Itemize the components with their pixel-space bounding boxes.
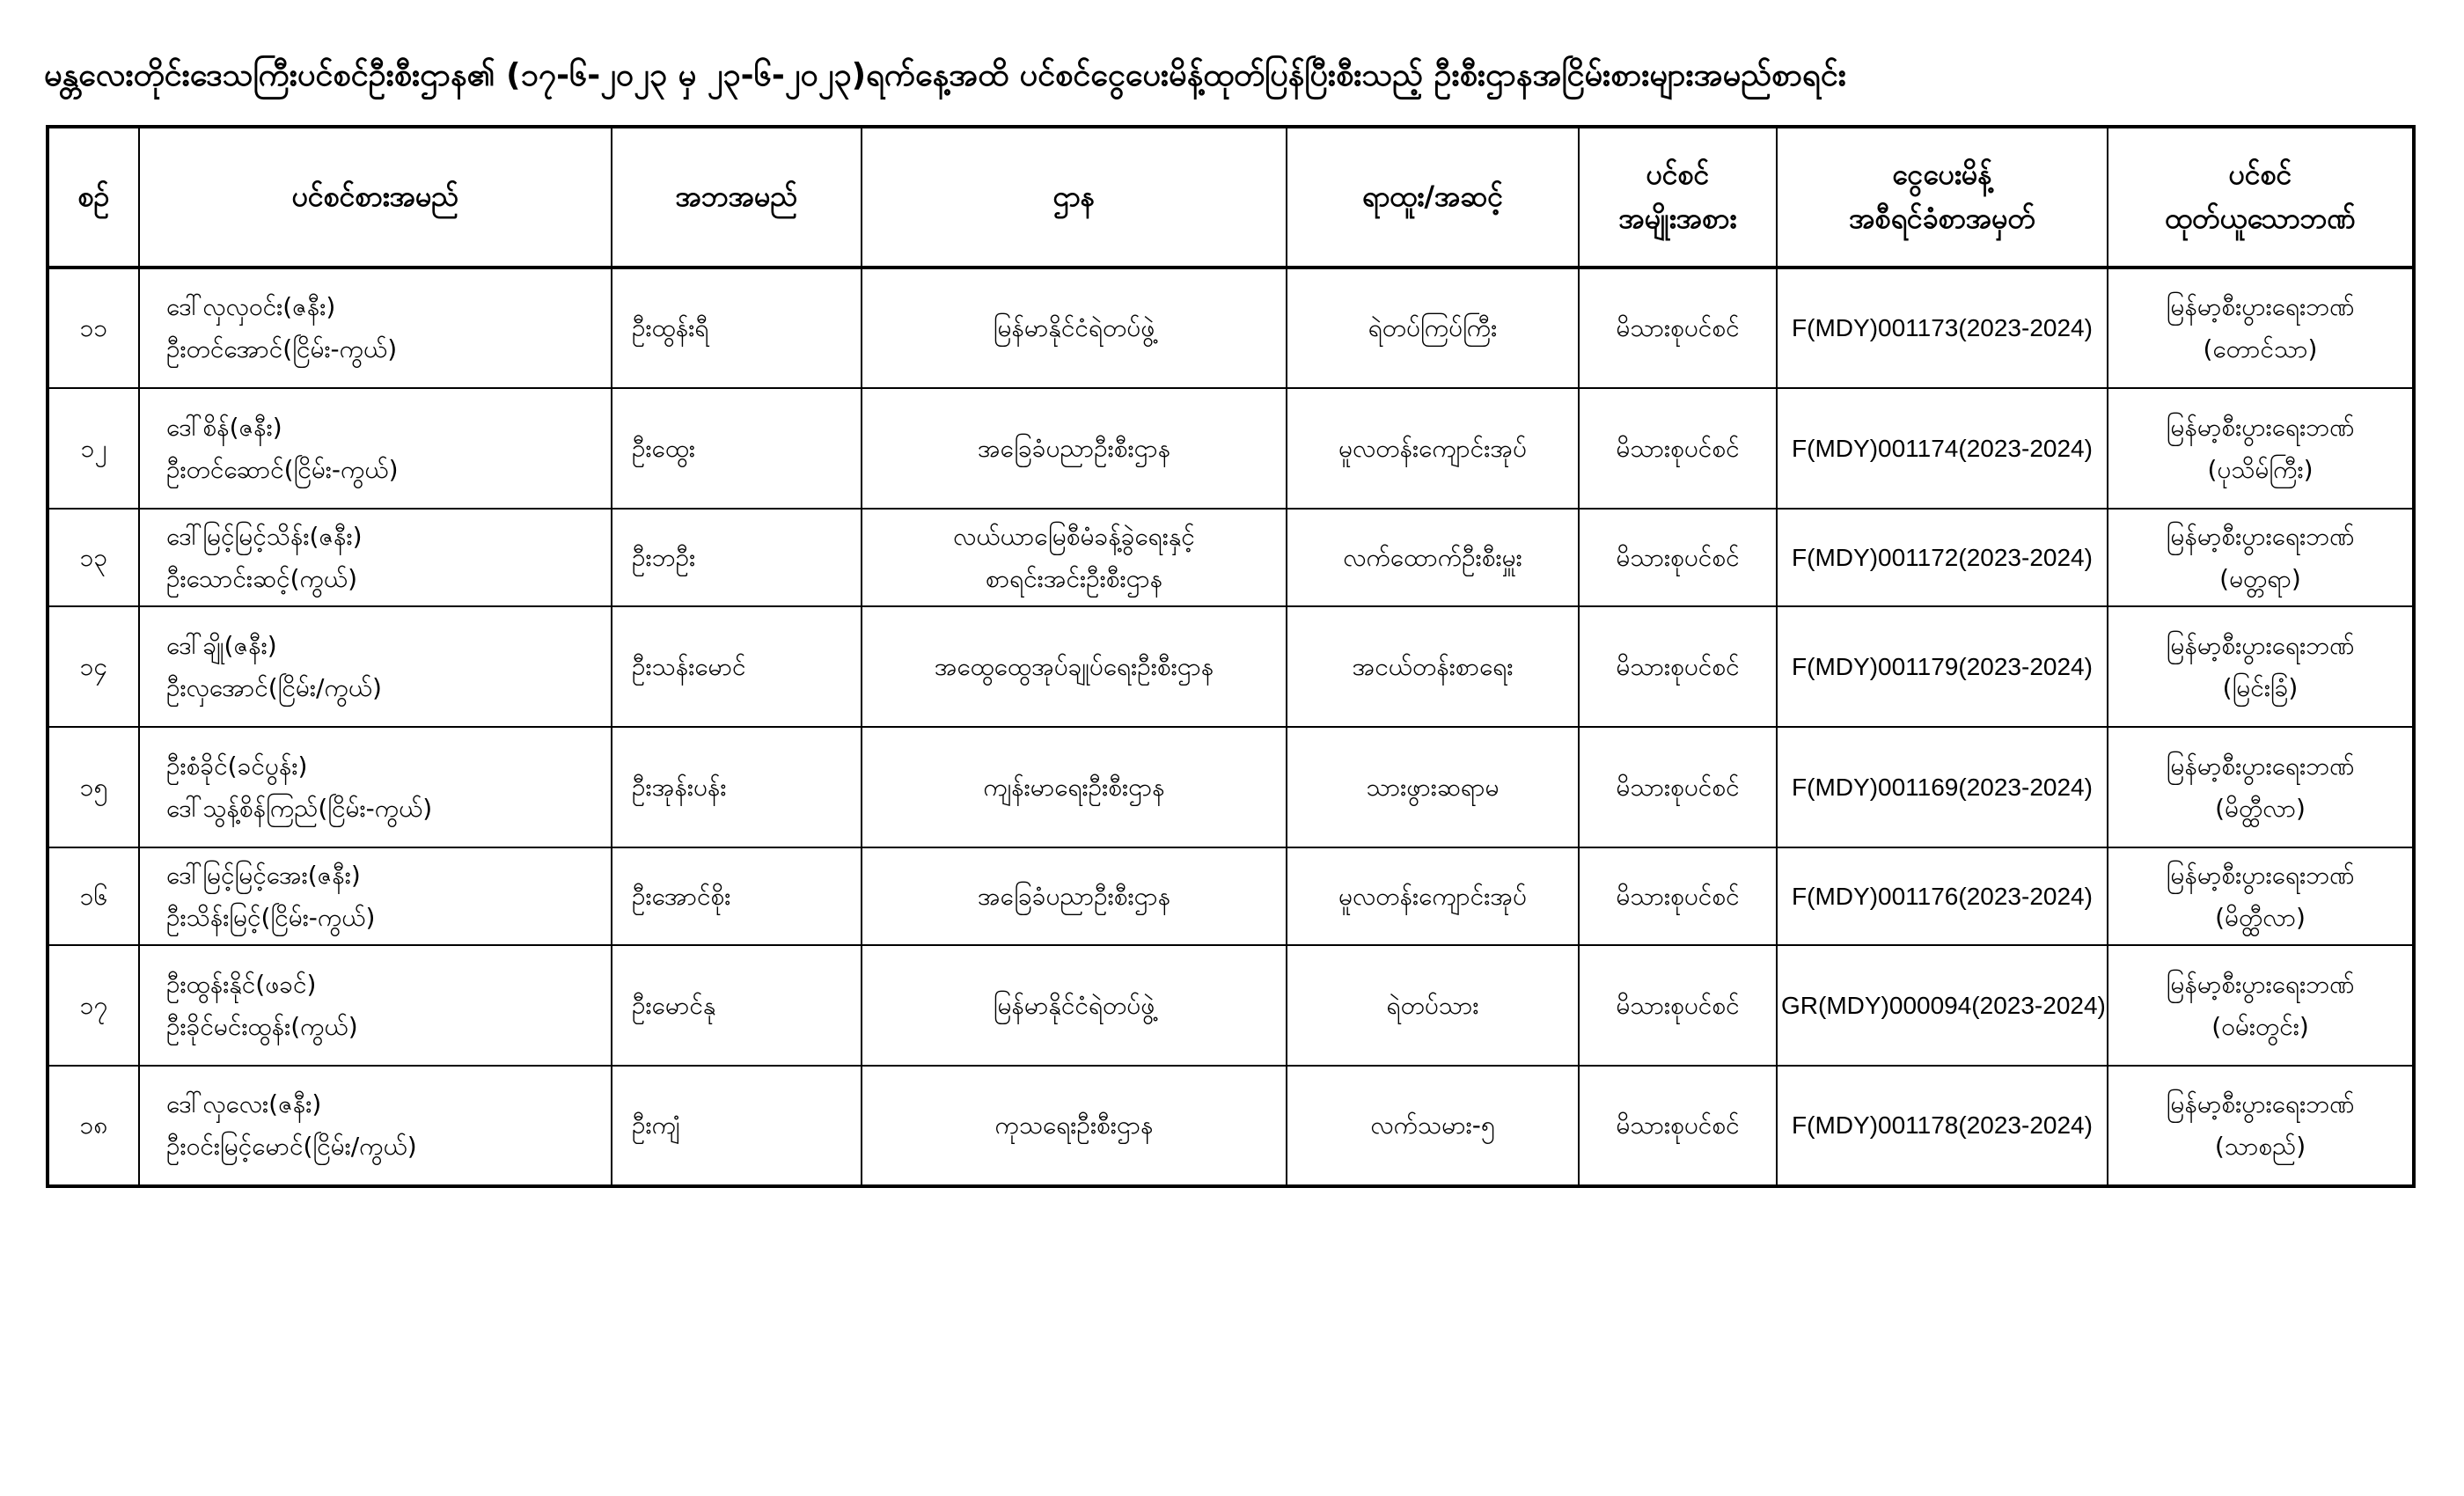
cell-department [862, 945, 1287, 1066]
header-pension-type [1579, 127, 1777, 268]
pensioner-name-line1: ဦးထွန်းနိုင်(ဖခင်) [166, 969, 317, 999]
cell-father-name: ဦးမောင်နု [612, 945, 862, 1066]
cell-father-name: ဦးထွေး [612, 388, 862, 509]
cell-pensioner-name [139, 509, 612, 606]
pensioner-name-line1: ဒေါ်မြင့်မြင့်သိန်း(ဇနီး) [166, 521, 363, 551]
table-row [48, 1066, 2414, 1186]
department-line1: ကျန်းမာရေးဦးစီးဌာန [983, 772, 1165, 802]
cell-pensioner-name [139, 268, 612, 388]
cell-position: မူလတန်းကျောင်းအုပ် [1287, 388, 1579, 509]
cell-order-number: GR(MDY)000094(2023-2024) [1777, 945, 2108, 1066]
cell-father-name: ဦးကျံ [612, 1066, 862, 1186]
pensioner-name-line2: ဦးခိုင်မင်းထွန်း(ကွယ်) [166, 1011, 358, 1041]
cell-no: ၁၆ [48, 847, 139, 945]
department-line1: အခြေခံပညာဦးစီးဌာန [977, 881, 1171, 911]
bank-line1: မြန်မာ့စီးပွားရေးဘဏ် [2166, 412, 2355, 442]
cell-father-name: ဦးထွန်းရီ [612, 268, 862, 388]
bank-line2: (တောင်သာ) [2203, 334, 2318, 363]
cell-father-name: ဦးအုန်းပန်း [612, 727, 862, 847]
bank-line1: မြန်မာ့စီးပွားရေးဘဏ် [2166, 1089, 2355, 1119]
header-bank-line1: ပင်စင် [2228, 158, 2292, 192]
cell-order-number: F(MDY)001169(2023-2024) [1777, 727, 2108, 847]
cell-no: ၁၁ [48, 268, 139, 388]
department-line1: လယ်ယာမြေစီမံခန့်ခွဲရေးနှင့် [953, 521, 1195, 551]
header-father-name: အဘအမည် [612, 127, 862, 268]
cell-pensioner-name [139, 606, 612, 727]
cell-order-number: F(MDY)001178(2023-2024) [1777, 1066, 2108, 1186]
cell-father-name: ဦးသန်းမောင် [612, 606, 862, 727]
cell-no: ၁၃ [48, 509, 139, 606]
cell-father-name: ဦးဘဦး [612, 509, 862, 606]
pensioner-name-line1: ဒေါ်လှလှဝင်း(ဇနီး) [166, 292, 336, 322]
department-line2: စာရင်းအင်းဦးစီးဌာန [985, 563, 1163, 593]
department-line1: အခြေခံပညာဦးစီးဌာန [977, 433, 1171, 463]
cell-position: ရဲတပ်သား [1287, 945, 1579, 1066]
pensioner-name-line2: ဦးလှအောင်(ငြိမ်း/ကွယ်) [166, 672, 382, 702]
cell-pension-type: မိသားစုပင်စင် [1579, 268, 1777, 388]
table-body [48, 268, 2414, 1186]
table-row [48, 509, 2414, 606]
header-order-number-line2: အစီရင်ခံစာအမှတ် [1849, 202, 2035, 235]
cell-bank [2108, 847, 2414, 945]
cell-pension-type: မိသားစုပင်စင် [1579, 388, 1777, 509]
cell-pension-type: မိသားစုပင်စင် [1579, 606, 1777, 727]
bank-line1: မြန်မာ့စီးပွားရေးဘဏ် [2166, 969, 2355, 999]
cell-order-number: F(MDY)001172(2023-2024) [1777, 509, 2108, 606]
table-row [48, 606, 2414, 727]
cell-pensioner-name [139, 847, 612, 945]
cell-father-name: ဦးအောင်စိုး [612, 847, 862, 945]
cell-order-number: F(MDY)001173(2023-2024) [1777, 268, 2108, 388]
cell-department [862, 727, 1287, 847]
cell-position: မူလတန်းကျောင်းအုပ် [1287, 847, 1579, 945]
cell-no: ၁၇ [48, 945, 139, 1066]
bank-line2: (မိတ္ထီလာ) [2215, 793, 2306, 823]
cell-department [862, 606, 1287, 727]
cell-pension-type: မိသားစုပင်စင် [1579, 727, 1777, 847]
table-row [48, 268, 2414, 388]
header-pension-type-line1: ပင်စင် [1646, 158, 1710, 192]
pensioner-name-line2: ဦးသောင်းဆင့်(ကွယ်) [166, 563, 357, 593]
table-row [48, 727, 2414, 847]
cell-order-number: F(MDY)001176(2023-2024) [1777, 847, 2108, 945]
cell-bank [2108, 388, 2414, 509]
cell-pension-type: မိသားစုပင်စင် [1579, 1066, 1777, 1186]
cell-no: ၁၄ [48, 606, 139, 727]
pensioner-name-line2: ဦးတင်အောင်(ငြိမ်း-ကွယ်) [166, 334, 398, 363]
bank-line1: မြန်မာ့စီးပွားရေးဘဏ် [2166, 860, 2355, 890]
cell-no: ၁၈ [48, 1066, 139, 1186]
cell-pension-type: မိသားစုပင်စင် [1579, 847, 1777, 945]
pensioner-name-line2: ဒေါ်သွန့်စိန်ကြည်(ငြိမ်း-ကွယ်) [166, 793, 433, 823]
cell-no: ၁၅ [48, 727, 139, 847]
cell-department [862, 268, 1287, 388]
document-title: မန္တလေးတိုင်းဒေသကြီးပင်စင်ဦးစီးဌာန၏ (၁၇-၆-၂၀၂၃ မှ ၂၃-၆-၂၀၂၃)ရက်နေ့အထိ ပင်စင်ငွေပေးမိန့်ထုတ်ပြန်ပြီးစီးသည့် ဦးစီးဌာနအငြိမ်းစားများအမည်စာရင်း [44, 57, 1846, 93]
cell-pensioner-name [139, 727, 612, 847]
cell-position: လက်ထောက်ဦးစီးမှူး [1287, 509, 1579, 606]
bank-line2: (ဝမ်းတွင်း) [2211, 1011, 2309, 1041]
bank-line2: (သာစည်) [2214, 1132, 2306, 1161]
header-order-number [1777, 127, 2108, 268]
cell-position: အငယ်တန်းစာရေး [1287, 606, 1579, 727]
department-line1: မြန်မာနိုင်ငံရဲတပ်ဖွဲ့ [993, 313, 1155, 343]
pensioner-name-line1: ဒေါ်ချို(ဇနီး) [166, 630, 277, 660]
cell-bank [2108, 509, 2414, 606]
department-line1: မြန်မာနိုင်ငံရဲတပ်ဖွဲ့ [993, 990, 1155, 1020]
header-department: ဌာန [862, 127, 1287, 268]
pensioner-name-line2: ဦးသိန်းမြင့်(ငြိမ်း-ကွယ်) [166, 902, 376, 932]
bank-line1: မြန်မာ့စီးပွားရေးဘဏ် [2166, 751, 2355, 781]
header-position: ရာထူး/အဆင့် [1287, 127, 1579, 268]
bank-line1: မြန်မာ့စီးပွားရေးဘဏ် [2166, 521, 2355, 551]
header-order-number-line1: ငွေပေးမိန့် [1892, 158, 1992, 192]
cell-bank [2108, 268, 2414, 388]
header-pensioner-name: ပင်စင်စားအမည် [139, 127, 612, 268]
cell-pensioner-name [139, 388, 612, 509]
cell-order-number: F(MDY)001179(2023-2024) [1777, 606, 2108, 727]
department-line1: အထွေထွေအုပ်ချုပ်ရေးဦးစီးဌာန [934, 651, 1214, 681]
header-bank-line2: ထုတ်ယူသောဘဏ် [2165, 202, 2356, 235]
pensioner-name-line2: ဦးဝင်းမြင့်မောင်(ငြိမ်း/ကွယ်) [166, 1132, 417, 1161]
bank-line2: (မြင်းခြံ) [2222, 672, 2299, 702]
cell-pensioner-name [139, 1066, 612, 1186]
table-header-row [48, 127, 2414, 268]
cell-pension-type: မိသားစုပင်စင် [1579, 945, 1777, 1066]
bank-line1: မြန်မာ့စီးပွားရေးဘဏ် [2166, 292, 2355, 322]
cell-position: ရဲတပ်ကြပ်ကြီး [1287, 268, 1579, 388]
cell-no: ၁၂ [48, 388, 139, 509]
table-row [48, 388, 2414, 509]
cell-order-number: F(MDY)001174(2023-2024) [1777, 388, 2108, 509]
table-row [48, 945, 2414, 1066]
bank-line2: (ပုသိမ်ကြီး) [2207, 454, 2314, 484]
cell-department [862, 847, 1287, 945]
cell-department [862, 388, 1287, 509]
cell-bank [2108, 1066, 2414, 1186]
pensioner-name-line2: ဦးတင်ဆောင်(ငြိမ်း-ကွယ်) [166, 454, 399, 484]
pensioners-table [46, 125, 2416, 1188]
bank-line1: မြန်မာ့စီးပွားရေးဘဏ် [2166, 630, 2355, 660]
cell-position: လက်သမား-၅ [1287, 1066, 1579, 1186]
pensioner-name-line1: ဒေါ်မြင့်မြင့်အေး(ဇနီး) [166, 860, 361, 890]
cell-department [862, 1066, 1287, 1186]
cell-bank [2108, 606, 2414, 727]
header-bank [2108, 127, 2414, 268]
bank-line2: (မတ္တရာ) [2219, 563, 2301, 593]
cell-position: သားဖွားဆရာမ [1287, 727, 1579, 847]
header-pension-type-line2: အမျိုးအစား [1618, 202, 1737, 235]
department-line1: ကုသရေးဦးစီးဌာန [994, 1111, 1154, 1140]
cell-pensioner-name [139, 945, 612, 1066]
pensioner-name-line1: ဒေါ်လှလေး(ဇနီး) [166, 1089, 322, 1119]
cell-pension-type: မိသားစုပင်စင် [1579, 509, 1777, 606]
pensioner-name-line1: ဦးစံခိုင်(ခင်ပွန်း) [166, 751, 308, 781]
pensioner-name-line1: ဒေါ်စိန်(ဇနီး) [166, 412, 282, 442]
cell-bank [2108, 945, 2414, 1066]
cell-department [862, 509, 1287, 606]
table-row [48, 847, 2414, 945]
cell-bank [2108, 727, 2414, 847]
bank-line2: (မိတ္ထီလာ) [2215, 902, 2306, 932]
header-no: စဉ် [48, 127, 139, 268]
